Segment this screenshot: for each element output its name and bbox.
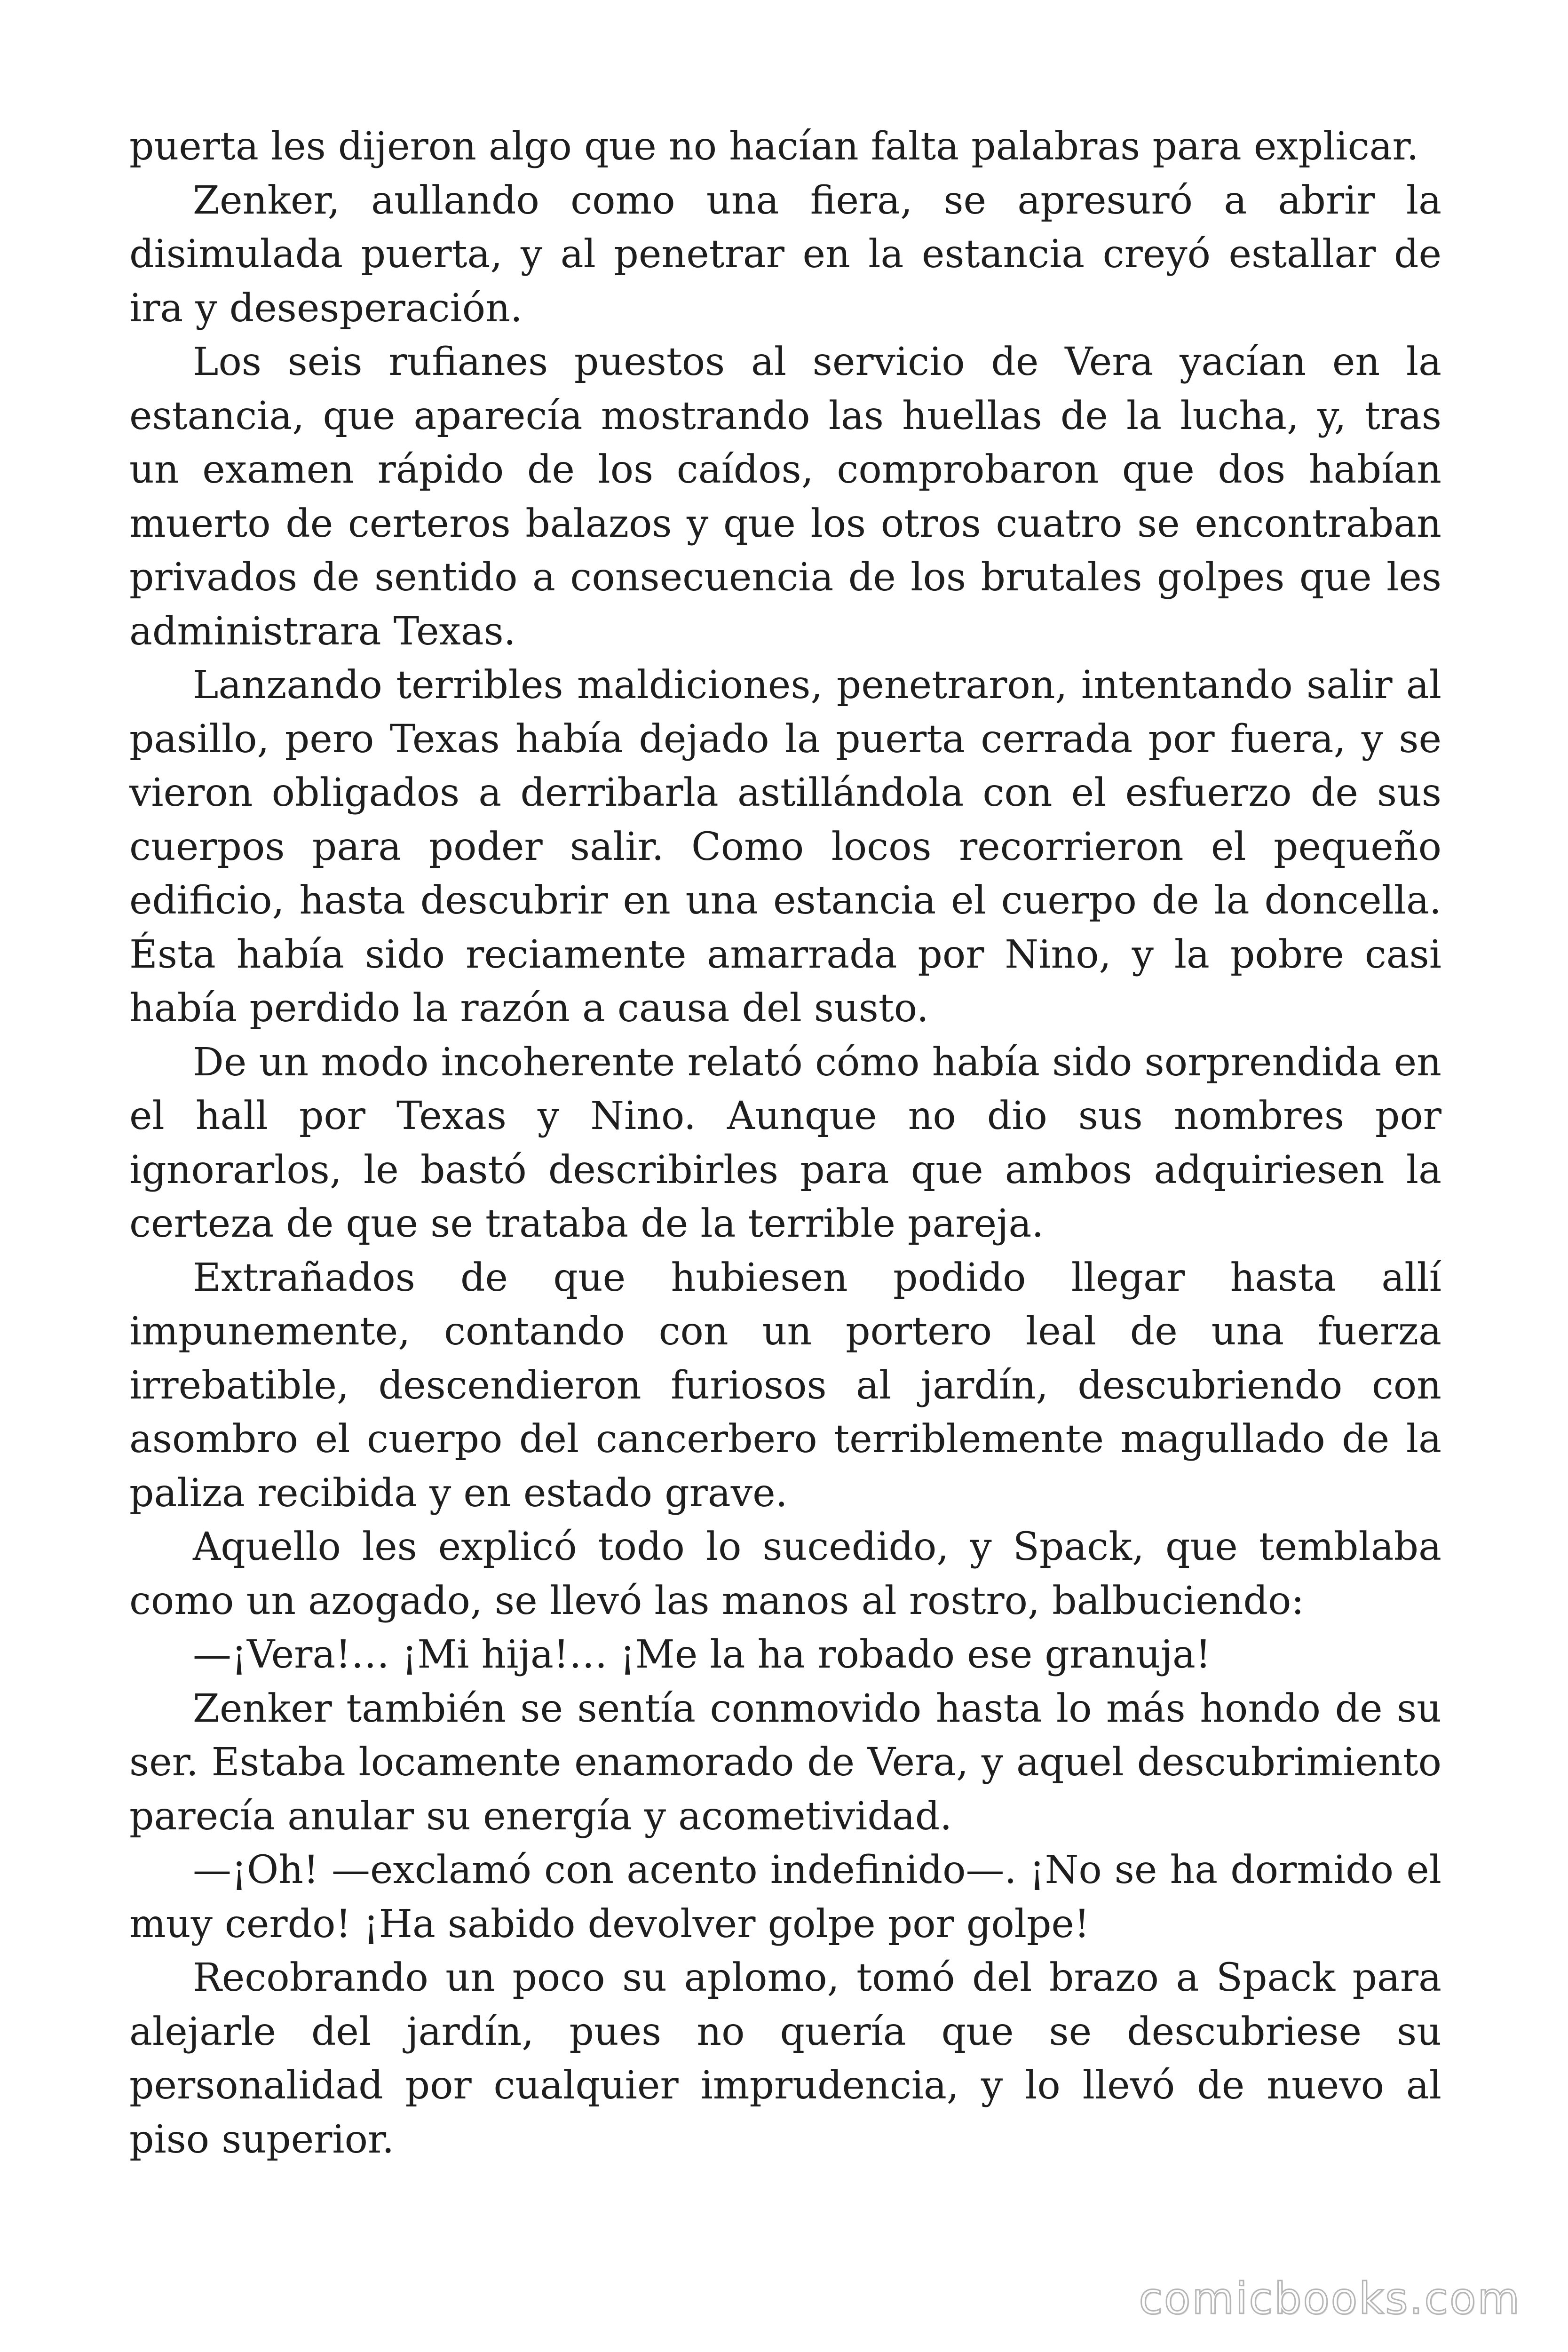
paragraph-5: De un modo incoherente relató cómo había sido sorprendida en el hall por Texas y Nino. Aunque no dio sus nombres por ignorarlos, le bastó describirles para que ambos adquiriesen la certeza de que se trataba de la terrible pareja.: [129, 1040, 1441, 1246]
paragraph-6: Extrañados de que hubiesen podido llegar hasta allí impunemente, contando con un portero leal de una fuerza irrebatible, descendieron furiosos al jardín, descubriendo con asombro el cuerpo del cancerbero terriblemente magullado de la paliza recibida y en estado grave.: [129, 1255, 1441, 1516]
paragraph-9: Zenker también se sentía conmovido hasta lo más hondo de su ser. Estaba locamente enamorado de Vera, y aquel descubrimiento parecía anular su energía y acometividad.: [129, 1686, 1441, 1839]
paragraph-3: Los seis rufianes puestos al servicio de Vera yacían en la estancia, que aparecía mostrando las huellas de la lucha, y, tras un examen rápido de los caídos, comprobaron que dos habían muerto de certeros balazos y que los otros cuatro se encontraban privados de sentido a consecuencia de los brutales golpes que les administrara Texas.: [129, 340, 1441, 654]
paragraph-4: Lanzando terribles maldiciones, penetraron, intentando salir al pasillo, pero Texas había dejado la puerta cerrada por fuera, y se vieron obligados a derribarla astillándola con el esfuerzo de sus cuerpos para poder salir. Como locos recorrieron el pequeño edificio, hasta descubrir en una estancia el cuerpo de la doncella. Ésta había sido reciamente amarrada por Nino, y la pobre casi había perdido la razón a causa del susto.: [129, 663, 1441, 1031]
paragraph-2: Zenker, aullando como una fiera, se apresuró a abrir la disimulada puerta, y al penetrar en la estancia creyó estallar de ira y desesperación.: [129, 178, 1441, 331]
watermark-logo: comicbooks.com: [1139, 2273, 1521, 2324]
paragraph-1: puerta les dijeron algo que no hacían falta palabras para explicar.: [129, 124, 1419, 169]
paragraph-8: —¡Vera!… ¡Mi hija!… ¡Me la ha robado ese granuja!: [193, 1632, 1211, 1677]
paragraph-10: —¡Oh! —exclamó con acento indefinido—. ¡No se ha dormido el muy cerdo! ¡Ha sabido devolver golpe por golpe!: [129, 1848, 1441, 1947]
paragraph-7: Aquello les explicó todo lo sucedido, y Spack, que temblaba como un azogado, se llevó las manos al rostro, balbuciendo:: [129, 1525, 1441, 1623]
paragraph-11: Recobrando un poco su aplomo, tomó del brazo a Spack para alejarle del jardín, pues no quería que se descubriese su personalidad por cualquier imprudencia, y lo llevó de nuevo al piso superior.: [129, 1955, 1441, 2162]
page-text: [129, 120, 1441, 2167]
